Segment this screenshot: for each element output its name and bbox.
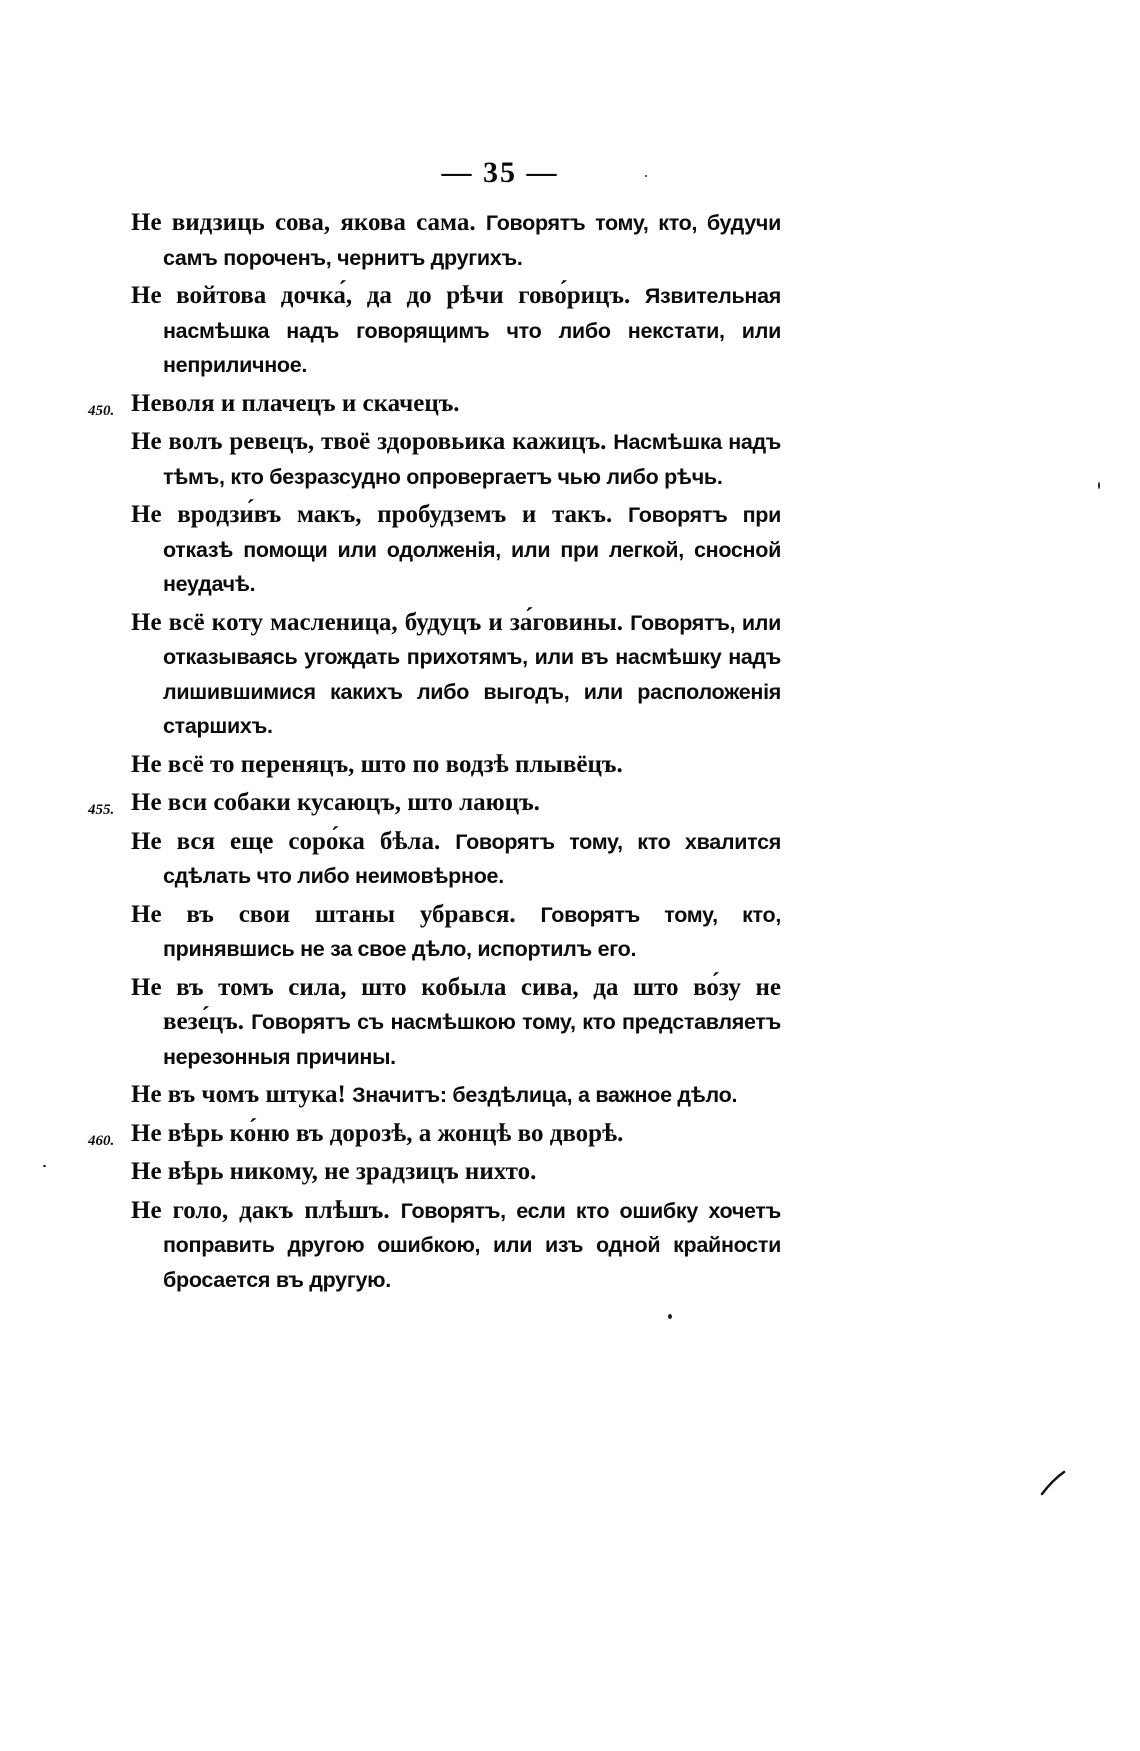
- proverb-entry: [88, 387, 781, 422]
- proverb-gloss: Говорятъ, если кто ошибку хочетъ поправить другою ошибкою, или изъ одной крайности бросается въ другую.: [163, 1198, 781, 1292]
- proverb-text: Не видзиць сова, якова сама.: [131, 209, 476, 236]
- proverb-entry: [131, 279, 781, 383]
- proverb-text: Не всё кoту масленица, будуцъ и за́говины.: [131, 608, 624, 636]
- proverb-entry: [131, 498, 781, 602]
- proverb-text: Не въ чомъ штука!: [131, 1081, 346, 1108]
- scan-speck: [1098, 482, 1100, 489]
- proverb-line-number: 460.: [88, 1132, 115, 1149]
- proverb-gloss: Говорятъ тому, кто, принявшись не за свое дѣло, испортилъ его.: [163, 902, 782, 961]
- proverb-text: Не вся еще соро́ка бѣла.: [131, 827, 441, 855]
- proverb-text: Не въ свои штаны убрався.: [131, 900, 516, 928]
- proverb-entry: [131, 748, 781, 783]
- proverb-gloss: Язвительная насмѣшка надъ говорящимъ что либо некстати, или неприличное.: [163, 284, 781, 377]
- proverb-gloss: Говорятъ тому, кто, будучи самъ пороченъ, чернитъ другихъ.: [163, 211, 782, 270]
- proverb-entry: [88, 1117, 781, 1152]
- proverb-entry: [131, 1194, 781, 1298]
- proverb-list: [88, 206, 782, 1301]
- proverb-entry: [88, 786, 781, 821]
- proverb-line-number: 455.: [88, 802, 115, 818]
- scan-speck: [668, 1314, 672, 1319]
- proverb-text: Не вродзи́въ макъ, пробудземъ и такъ.: [131, 501, 613, 528]
- proverb-gloss: Говорятъ съ насмѣшкою тому, кто представляетъ нерезонныя причины.: [163, 1010, 781, 1069]
- scan-speck: [43, 1165, 46, 1167]
- proverb-gloss: Насмѣшка надъ тѣмъ, кто безразсудно опровергаетъ чью либо рѣчь.: [163, 430, 781, 489]
- proverb-entry: [131, 1078, 781, 1113]
- proverb-entry: [131, 1155, 781, 1190]
- proverb-entry: [131, 606, 781, 744]
- pen-mark-icon: [1040, 1470, 1066, 1496]
- proverb-text: Не войтова дочка́, да до рѣчи гово́рицъ.: [131, 282, 631, 309]
- proverb-text: Не голо, дакъ плѣшъ.: [131, 1196, 390, 1224]
- page-number: — 35 —: [441, 156, 559, 189]
- proverb-gloss: Говорятъ тому, кто хвалится сдѣлать что либо неимовѣрное.: [163, 829, 781, 888]
- proverb-entry: [131, 825, 781, 894]
- proverb-entry: [131, 971, 781, 1075]
- proverb-text: Не всё то переняцъ, што по водзѣ плывёцъ.: [131, 750, 623, 778]
- proverb-text: Не вѣрь никому, не зрадзицъ нихто.: [131, 1158, 537, 1185]
- proverb-text: Не въ томъ сила, што кобыла сива, да што во́зу не везе́цъ.: [131, 973, 781, 1035]
- proverb-entry: [131, 425, 781, 494]
- proverb-line-number: 450.: [88, 402, 115, 419]
- proverb-text: Не волъ ревецъ, твоё здоровьика кажицъ.: [131, 428, 607, 455]
- proverb-gloss: Говорятъ при отказѣ помощи или одолженія, или при легкой, сносной неудачѣ.: [163, 503, 782, 596]
- proverb-entry: [131, 898, 781, 967]
- proverb-text: Не вѣрь ко́ню въ дорозѣ, а жонцѣ во дворѣ.: [131, 1119, 624, 1147]
- proverb-gloss: Говорятъ, или отказываясь угождать прихотямъ, или въ насмѣшку надъ лишившимися какихъ либо выгодъ, или расположенія старшихъ.: [163, 610, 782, 738]
- proverb-text: Не вси собаки кусаюцъ, што лаюцъ.: [131, 789, 540, 816]
- scan-speck: [645, 175, 647, 177]
- proverb-text: Неволя и плачецъ и скачецъ.: [131, 389, 460, 417]
- proverb-entry: [131, 206, 781, 275]
- proverb-gloss: Значитъ: бездѣлица, а важное дѣло.: [352, 1083, 738, 1107]
